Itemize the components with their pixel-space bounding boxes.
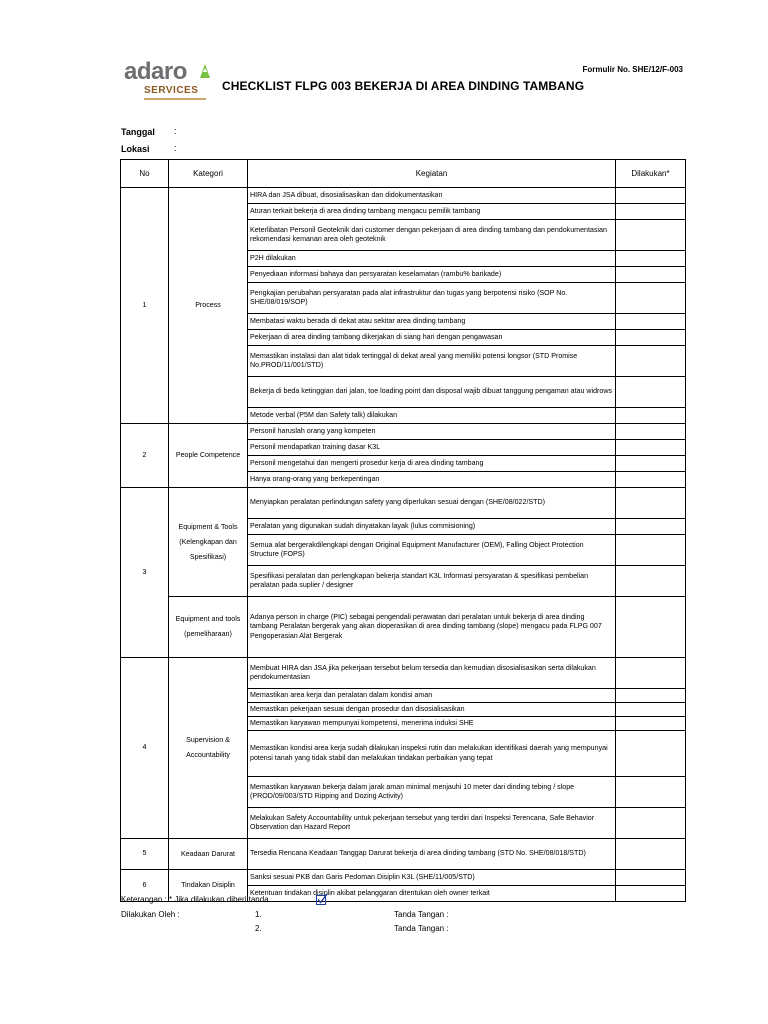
- dilakukan-checkbox-cell[interactable]: [616, 283, 686, 314]
- logo-underline: [144, 98, 206, 100]
- kegiatan-cell: Semua alat bergerakdilengkapi dengan Original Equipment Manufacturer (OEM), Falling Object Protection Structure (FOPS): [248, 535, 616, 566]
- checkbox-checked-icon: [316, 893, 328, 905]
- dilakukan-checkbox-cell[interactable]: [616, 808, 686, 839]
- logo-subtitle: SERVICES: [144, 85, 199, 96]
- dilakukan-checkbox-cell[interactable]: [616, 566, 686, 597]
- dilakukan-checkbox-cell[interactable]: [616, 267, 686, 283]
- dilakukan-checkbox-cell[interactable]: [616, 424, 686, 440]
- dilakukan-checkbox-cell[interactable]: [616, 472, 686, 488]
- checklist-row: [121, 188, 686, 204]
- header-no: No: [121, 160, 169, 188]
- document-title: CHECKLIST FLPG 003 BEKERJA DI AREA DINDING TAMBANG: [222, 79, 585, 93]
- kegiatan-cell: Membatasi waktu berada di dekat atau sekitar area dinding tambang: [248, 314, 616, 330]
- kegiatan-cell: Aturan terkait bekerja di area dinding tambang mengacu pemilik tambang: [248, 204, 616, 220]
- kegiatan-cell: Ketentuan tindakan disiplin akibat pelanggaran ditentukan oleh owner terkait: [248, 886, 616, 902]
- form-number: Formulir No. SHE/12/F-003: [582, 65, 683, 74]
- logo-leaf-icon: [198, 62, 212, 80]
- kegiatan-cell: Memastikan karyawan bekerja dalam jarak aman minimal menjauhi 10 meter dari dinding tebing / slope (PROD/09/003/STD Ripping and Dozing Activity): [248, 777, 616, 808]
- kegiatan-cell: Hanya orang-orang yang berkepentingan: [248, 472, 616, 488]
- kegiatan-cell: P2H dilakukan: [248, 251, 616, 267]
- dilakukan-checkbox-cell[interactable]: [616, 251, 686, 267]
- dilakukan-checkbox-cell[interactable]: [616, 377, 686, 408]
- row-number: 5: [121, 839, 169, 870]
- kegiatan-cell: Melakukan Safety Accountability untuk pekerjaan tersebut yang terdiri dari Inspeksi Terencana, Safe Behavior Observation dan Hazard Report: [248, 808, 616, 839]
- kegiatan-cell: Memastikan pekerjaan sesuai dengan prosedur dan disosialisasikan: [248, 703, 616, 717]
- header-dilakukan: Dilakukan*: [616, 160, 686, 188]
- checklist-row: [121, 870, 686, 886]
- kegiatan-cell: HIRA dan JSA dibuat, disosialisasikan dan didokumentasikan: [248, 188, 616, 204]
- logo-wordmark: adaro: [124, 58, 187, 85]
- kategori-cell: Process: [169, 188, 248, 424]
- row-number: 2: [121, 424, 169, 488]
- dilakukan-checkbox-cell[interactable]: [616, 346, 686, 377]
- footer-dilakukan-oleh: Dilakukan Oleh :: [121, 910, 180, 919]
- kegiatan-cell: Spesifikasi peralatan dan perlengkapan bekerja standart K3L Informasi persyaratan & spesifikasi pembelian peralatan pada suplier / designer: [248, 566, 616, 597]
- row-number: 3: [121, 488, 169, 658]
- kegiatan-cell: Penyediaan informasi bahaya dan persyaratan keselamatan (rambu% barikade): [248, 267, 616, 283]
- dilakukan-checkbox-cell[interactable]: [616, 488, 686, 519]
- row-number: 6: [121, 870, 169, 902]
- kegiatan-cell: Personil mendapatkan training dasar K3L: [248, 440, 616, 456]
- dilakukan-checkbox-cell[interactable]: [616, 204, 686, 220]
- kegiatan-cell: Bekerja di beda ketinggian dari jalan, toe loading point dan disposal wajib dibuat tanggung pengaman atau widrows: [248, 377, 616, 408]
- footer-keterangan: Keterangan : * Jika dilakukan diberi tanda: [121, 895, 269, 904]
- kegiatan-cell: Peralatan yang digunakan sudah dinyatakan layak (lulus commisioning): [248, 519, 616, 535]
- checklist-row: [121, 597, 686, 658]
- checklist-row: [121, 488, 686, 519]
- kategori-cell: Keadaan Darurat: [169, 839, 248, 870]
- dilakukan-checkbox-cell[interactable]: [616, 703, 686, 717]
- kegiatan-cell: Menyiapkan peralatan perlindungan safety yang diperlukan sesuai dengan (SHE/08/022/STD): [248, 488, 616, 519]
- dilakukan-checkbox-cell[interactable]: [616, 519, 686, 535]
- kegiatan-cell: Memastikan kondisi area kerja sudah dilakukan inspeksi rutin dan melakukan identifikasi daerah yang mempunyai potensi tanah yang tidak stabil dan melakukan tindakan perbaikan yang tepat: [248, 731, 616, 777]
- dilakukan-checkbox-cell[interactable]: [616, 597, 686, 658]
- dilakukan-checkbox-cell[interactable]: [616, 870, 686, 886]
- kegiatan-cell: Membuat HIRA dan JSA jika pekerjaan tersebut belum tersedia dan kemudian disosialisasikan serta dilakukan pendokumentasian: [248, 658, 616, 689]
- header-kegiatan: Kegiatan: [248, 160, 616, 188]
- checklist-row: [121, 658, 686, 689]
- kegiatan-cell: Memastikan instalasi dan alat tidak tertinggal di dekat areal yang memiliki potensi longsor (STD Promise No.PROD/11/001/STD): [248, 346, 616, 377]
- company-logo: [124, 58, 234, 104]
- row-number: 4: [121, 658, 169, 839]
- dilakukan-checkbox-cell[interactable]: [616, 839, 686, 870]
- dilakukan-checkbox-cell[interactable]: [616, 314, 686, 330]
- dilakukan-checkbox-cell[interactable]: [616, 440, 686, 456]
- kategori-cell: Supervision & Accountability: [169, 658, 248, 839]
- kategori-cell: Equipment and tools (pemeliharaan): [169, 597, 248, 658]
- dilakukan-checkbox-cell[interactable]: [616, 886, 686, 902]
- kegiatan-cell: Metode verbal (P5M dan Safety talk) dilakukan: [248, 408, 616, 424]
- checklist-row: [121, 839, 686, 870]
- signature-1-number: 1.: [255, 910, 262, 919]
- dilakukan-checkbox-cell[interactable]: [616, 658, 686, 689]
- kegiatan-cell: Memastikan area kerja dan peralatan dalam kondisi aman: [248, 689, 616, 703]
- checklist-table: [120, 159, 686, 902]
- kegiatan-cell: Pengkajian perubahan persyaratan pada alat infrastruktur dan tugas yang berpotensi risiko (SOP No. SHE/08/019/SOP): [248, 283, 616, 314]
- kategori-cell: Tindakan Disiplin: [169, 870, 248, 902]
- dilakukan-checkbox-cell[interactable]: [616, 717, 686, 731]
- kegiatan-cell: Pekerjaan di area dinding tambang dikerjakan di siang hari dengan pengawasan: [248, 330, 616, 346]
- tanggal-label: Tanggal: [121, 127, 155, 137]
- dilakukan-checkbox-cell[interactable]: [616, 777, 686, 808]
- checklist-body: [121, 188, 686, 902]
- dilakukan-checkbox-cell[interactable]: [616, 731, 686, 777]
- kegiatan-cell: Memastikan karyawan mempunyai kompetensi, menerima induksi SHE: [248, 717, 616, 731]
- kegiatan-cell: Personil mengetahui dan mengerti prosedur kerja di area dinding tambang: [248, 456, 616, 472]
- dilakukan-checkbox-cell[interactable]: [616, 535, 686, 566]
- dilakukan-checkbox-cell[interactable]: [616, 456, 686, 472]
- kegiatan-cell: Sanksi sesuai PKB dan Garis Pedoman Disiplin K3L (SHE/11/005/STD): [248, 870, 616, 886]
- dilakukan-checkbox-cell[interactable]: [616, 330, 686, 346]
- signature-2-label: Tanda Tangan :: [394, 924, 449, 933]
- dilakukan-checkbox-cell[interactable]: [616, 220, 686, 251]
- kegiatan-cell: Keterlibatan Personil Geoteknik dari customer dengan pekerjaan di area dinding tambang dan pendokumentasian rekomendasi kemanan area oleh geoteknik: [248, 220, 616, 251]
- row-number: 1: [121, 188, 169, 424]
- kategori-cell: Equipment & Tools (Kelengkapan dan Spesifikasi): [169, 488, 248, 597]
- signature-1-label: Tanda Tangan :: [394, 910, 449, 919]
- signature-2-number: 2.: [255, 924, 262, 933]
- kegiatan-cell: Tersedia Rencana Keadaan Tanggap Darurat bekerja di area dinding tambang (STD No. SHE/08/018/STD): [248, 839, 616, 870]
- kegiatan-cell: Adanya person in charge (PIC) sebagai pengendali perawatan dari peralatan untuk bekerja di area dinding tambang Peralatan bergerak yang akan dioperasikan di area dinding tambang (slope) mengacu pada FLPG 007 Pengoperasian Alat Bergerak: [248, 597, 616, 658]
- kegiatan-cell: Personil haruslah orang yang kompeten: [248, 424, 616, 440]
- header-kategori: Kategori: [169, 160, 248, 188]
- dilakukan-checkbox-cell[interactable]: [616, 689, 686, 703]
- lokasi-label: Lokasi: [121, 144, 150, 154]
- checklist-row: [121, 424, 686, 440]
- lokasi-colon: :: [174, 143, 177, 153]
- dilakukan-checkbox-cell[interactable]: [616, 408, 686, 424]
- dilakukan-checkbox-cell[interactable]: [616, 188, 686, 204]
- tanggal-colon: :: [174, 126, 177, 136]
- kategori-cell: People Competence: [169, 424, 248, 488]
- table-header-row: [121, 160, 686, 188]
